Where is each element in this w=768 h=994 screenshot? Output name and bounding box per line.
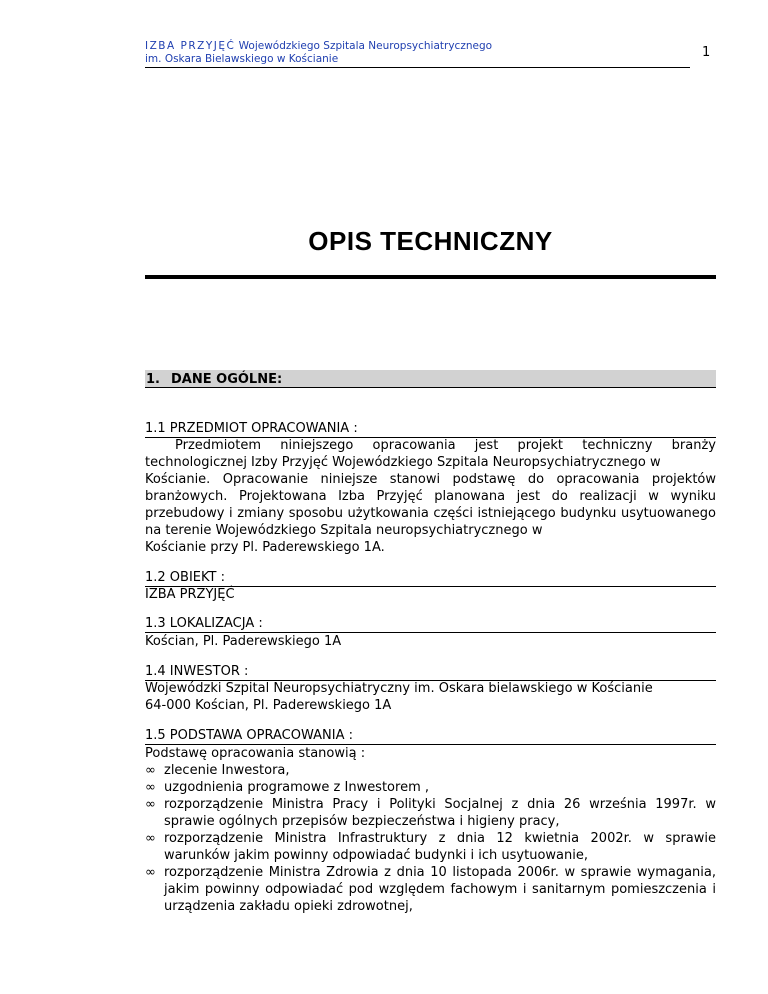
running-header (145, 40, 720, 66)
list-item-text: uzgodnienia programowe z Inwestorem , (164, 780, 429, 795)
subsection-heading-1-1: 1.1 PRZEDMIOT OPRACOWANIA : (145, 420, 716, 438)
header-institution-unit: IZBA PRZYJĘĆ (145, 40, 236, 52)
subsection-1-4-line-2: 64-000 Kościan, Pl. Paderewskiego 1A (145, 698, 392, 713)
list-item-text: rozporządzenie Ministra Zdrowia z dnia 10 listopada 2006r. w sprawie wymagania, jakim powinny odpowiadać pod względem fachowym i sanitarnym pomieszczenia i urządzenia zakładu opieki zdrowotnej, (164, 865, 716, 914)
header-institution-name: Wojewódzkiego Szpitala Neuropsychiatrycznego (238, 40, 493, 52)
infinity-bullet-icon: ∞ (145, 763, 156, 778)
section-title: DANE OGÓLNE: (171, 372, 283, 387)
list-item-text: rozporządzenie Ministra Pracy i Polityki Socjalnej z dnia 26 września 1997r. w sprawie ogólnych przepisów bezpieczeństwa i higieny pracy, (164, 797, 716, 829)
subsection-1-4-line-1: Wojewódzki Szpital Neuropsychiatryczny im. Oskara bielawskiego w Kościanie (145, 681, 653, 696)
list-item (145, 762, 716, 779)
list-item (145, 779, 716, 796)
list-item (145, 830, 716, 864)
list-item-text: rozporządzenie Ministra Infrastruktury z dnia 12 kwietnia 2002r. w sprawie warunków jakim powinny odpowiadać budynki i ich usytuowanie, (164, 831, 716, 863)
page-number: 1 (702, 45, 711, 60)
title-rule (145, 275, 716, 279)
document-title: OPIS TECHNICZNY (308, 226, 553, 256)
infinity-bullet-icon: ∞ (145, 797, 156, 812)
subsection-1-5-intro: Podstawę opracowania stanowią : (145, 746, 366, 761)
list-item (145, 796, 716, 830)
header-line-2: im. Oskara Bielawskiego w Kościanie (145, 53, 339, 65)
infinity-bullet-icon: ∞ (145, 831, 156, 846)
subsection-1-1-paragraph-1: Przedmiotem niniejszego opracowania jest projekt techniczny branży technologicznej Izby Przyjęć Wojewódzkiego Szpitala Neuropsychiatrycznego w (145, 438, 716, 470)
list-item-text: zlecenie Inwestora, (164, 763, 290, 778)
subsection-heading-1-4: 1.4 INWESTOR : (145, 663, 716, 681)
header-rule (145, 67, 690, 68)
basis-list (145, 762, 716, 915)
subsection-heading-1-2: 1.2 OBIEKT : (145, 569, 716, 587)
subsection-1-1-paragraph-2: Kościanie. Opracowanie niniejsze stanowi podstawę do opracowania projektów branżowych. Projektowana Izba Przyjęć planowana jest do realizacji w wyniku przebudowy i zmiany sposobu użytkowania części istniejącego budynku usytuowanego na terenie Wojewódzkiego Szpitala neuropsychiatrycznego w (145, 472, 716, 538)
list-item (145, 864, 716, 915)
subsection-1-1-paragraph-3: Kościanie przy Pl. Paderewskiego 1A. (145, 540, 385, 555)
subsection-heading-1-5: 1.5 PODSTAWA OPRACOWANIA : (145, 727, 716, 745)
header-line-1 (145, 40, 720, 53)
infinity-bullet-icon: ∞ (145, 865, 156, 880)
infinity-bullet-icon: ∞ (145, 780, 156, 795)
subsection-1-2-text: IZBA PRZYJĘĆ (145, 587, 235, 602)
subsection-heading-1-3: 1.3 LOKALIZACJA : (145, 615, 716, 633)
section-number: 1. (146, 372, 160, 387)
subsection-1-3-text: Kościan, Pl. Paderewskiego 1A (145, 634, 342, 649)
